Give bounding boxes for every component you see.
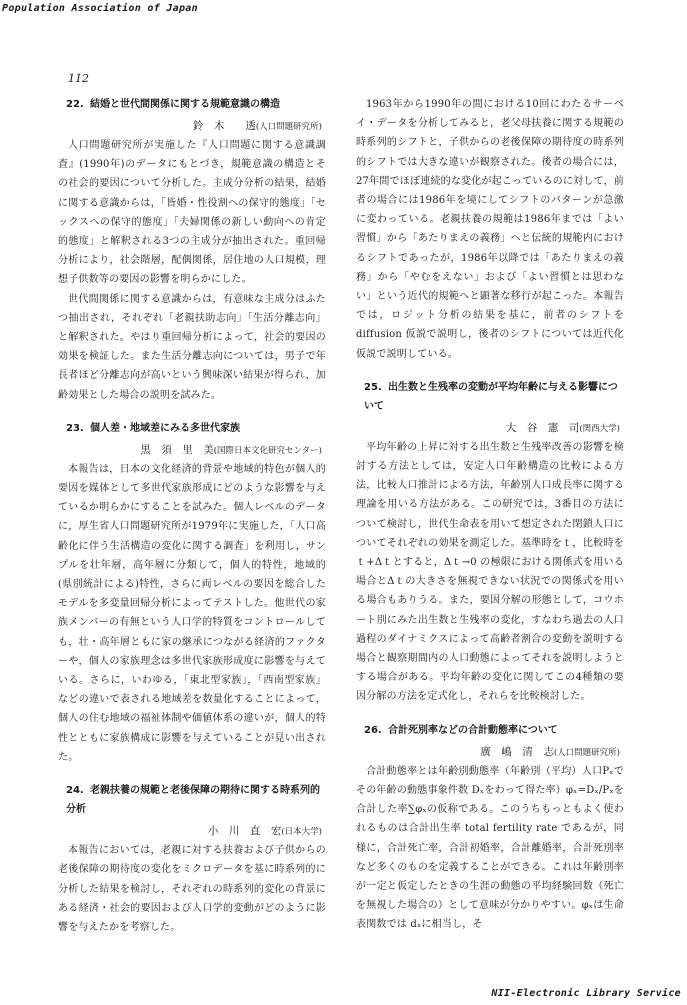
section-title: [58, 781, 326, 819]
section-title-text: 合計死別率などの合計動態率について: [388, 724, 558, 736]
author-affiliation: (関西大学): [579, 423, 620, 434]
section-number: 26.: [364, 724, 382, 736]
author-name: 大 谷 憲 司: [505, 421, 580, 434]
author-line: [58, 441, 326, 460]
right-column: [356, 95, 624, 949]
left-column: [58, 95, 326, 951]
author-name: 黒 須 里 美: [140, 443, 214, 456]
paragraph: 人口問題研究所が実施した『人口問題に関する意識調査』(1990年)のデータにもとづき，規範意識の構造とその社会的要因について分析した。主成分分析の結果，結婚に関する意識からは，「皆婚・性役割への保守的態度」「セックスへの保守的態度」「夫婦関係の新しい動向への肯定的態度」と解釈される3つの主成分が抽出された。重回帰分析により，社会階層，配偶関係，居住地の人口規模，理想子供数等の要因の影響を明らかにした。: [58, 140, 326, 286]
section-body: [58, 460, 326, 767]
paragraph: 1963年から1990年の間における10回にわたるサーベイ・データを分析してみると，老父母扶養に関する規範の時系列的シフトと，子供からの老後保障の期待度の時系列的シフトでは大きな違いが観察された。後者の場合には，27年間でほぼ連続的な変化が起こっているのに対して，前者の場合には1986年を境にしてシフトのパターンが急激に変わっている。老親扶養の規範は1986年までは「よい習慣」から「あたりまえの義務」へと伝統的規範内におけるシフトであったが，1986年以降では「あたりまえの義務」から「やむをえない」および「よい習慣とは思わない」という近代的規範へと顕著な移行が起こった。本報告では，ロジット分析の結果を基に，前者のシフトを diffusion 仮説で説明し，後者のシフトについては近代化仮説で説明している。: [356, 99, 624, 360]
section-title: [58, 419, 326, 438]
section-number: 23.: [66, 422, 84, 434]
author-name: 小 川 直 宏: [207, 825, 282, 838]
author-line: [356, 743, 624, 762]
section-body: [58, 136, 326, 405]
section-body: [356, 95, 624, 364]
section-23: [58, 419, 326, 767]
section-number: 22.: [66, 99, 84, 110]
section-26: [356, 721, 624, 935]
section-body: [356, 438, 624, 707]
journal-header: Population Association of Japan: [2, 3, 198, 14]
author-affiliation: (国際日本文化研究センター): [213, 445, 322, 456]
author-line: [58, 822, 326, 841]
section-title-text: 老親扶養の規範と老後保障の期待に関する時系列的分析: [66, 785, 320, 816]
paragraph: 本報告は，日本の文化経済的背景や地域的特色が個人的要因を媒体として多世代家族形成にどのような影響を与えているか明らかにすることを試みた。個人レベルのデータに，厚生省人口問題研究所が1979年に実施した，「人口高齢化に伴う生活構造の変化に関する調査」を利用し，サンプルを壮年層，高年層に分類して，個人的特性，地域的(県別統計による)特性，さらに両レベルの要因を総合したモデルを多変量回帰分析によってテストした。他世代の家族メンバーの有無という人口学的特質をコントロールしても，壮・高年層ともに家の継承につながる経済的ファクターや，個人の家族理念は多世代家族形成度に影響を与えている。さらに，いわゆる，「東北型家族」，「西南型家族」などの違いで表される地域差を数量化することによって，個人の住む地域の福祉体制や価値体系の違いが，個人的特性とともに家族構成に影響を与えていることが見い出された。: [58, 463, 326, 763]
section-22: [58, 95, 326, 405]
paragraph: 平均年齢の上昇に対する出生数と生残率改善の影響を検討する方法としては，安定人口年齢構造の比較による方法，比較人口推計による方法，年齢別人口成長率に関する理論を用いる方法がある。この研究では，3番目の方法について検討し，世代生命表を用いて想定された閉鎖人口についてそれぞれの効果を測定した。基準時をｔ，比較時をｔ+Δｔとすると，Δｔ→0 の極限における関係式を用いる場合とΔｔの大きさを無視できない状況での関係式を用いる場合もありうる。また，要因分解の形態として，コウホート別にみた出生数と生残率の変化，すなわち過去の人口過程のダイナミクスによって高齢者割合の変動を説明する場合と観察期間内の人口動態によってそれを説明しようとする場合がある。平均年齢の変化に関してこの4種類の要因分解の方法を定式化し，それらを比較検討した。: [356, 441, 624, 703]
section-title: [356, 721, 624, 740]
author-name: 鈴 木 透: [192, 120, 256, 132]
section-24: [58, 781, 326, 937]
section-title-text: 結婚と世代間関係に関する規範意識の構造: [90, 99, 280, 110]
author-line: [356, 419, 624, 438]
paragraph: 世代間関係に関する意識からは，有意味な主成分はふたつ抽出され，それぞれ「老親扶助志向」「生活分離志向」と解釈された。やはり重回帰分析によって，社会的要因の効果を検証した。また生活分離志向については，男子で年長者ほど分離志向が高いという興味深い結果が得られ，加齢効果とした場合の説明を試みた。: [58, 293, 326, 401]
section-title-text: 出生数と生残率の変動が平均年齢に与える影響について: [364, 381, 618, 412]
footer-service: NII-Electronic Library Service: [491, 988, 681, 999]
section-title: [356, 378, 624, 416]
author-affiliation: (人口問題研究所): [255, 122, 322, 132]
section-title: [58, 95, 326, 114]
author-line: [58, 117, 326, 136]
section-number: 25.: [364, 381, 382, 393]
section-body: [58, 841, 326, 937]
author-name: 廣 嶋 清 志: [480, 745, 554, 758]
page-number: 112: [68, 72, 89, 85]
paragraph: 本報告においては，老親に対する扶養および子供からの老後保障の期待度の変化をミクロデータを基に時系列的に分析した結果を検討し，それぞれの時系列的変化の背景にある経済・社会的要因および人口学的変動がどのように影響を与えたかを考察した。: [58, 845, 326, 933]
section-24-continued: [356, 95, 624, 364]
section-25: [356, 378, 624, 707]
section-title-text: 個人差・地域差にみる多世代家族: [90, 422, 240, 434]
section-body: [356, 762, 624, 935]
author-affiliation: (日本大学): [281, 827, 322, 838]
section-number: 24.: [66, 785, 84, 797]
author-affiliation: (人口問題研究所): [553, 747, 620, 758]
paragraph: 合計動態率とは年齢別動態率（年齢別（平均）人口Pₓでその年齢の動態事象件数 Dₓをわって得た率）φₓ=Dₓ/Pₓを合計した率∑φₓの仮称である。このうちもっともよく使われるものは合計出生率 total fertility rate であるが，同様に，合計死亡率，合計初婚率，合計離婚率，合計死別率など多くのものを定義することができる。これは年齢別率が一定と仮定したときの生涯の動態の平均経験回数（死亡を無視した場合の）として意味が分かりやすい。φₓは生命表関数では dₓに相当し，そ: [356, 765, 624, 931]
